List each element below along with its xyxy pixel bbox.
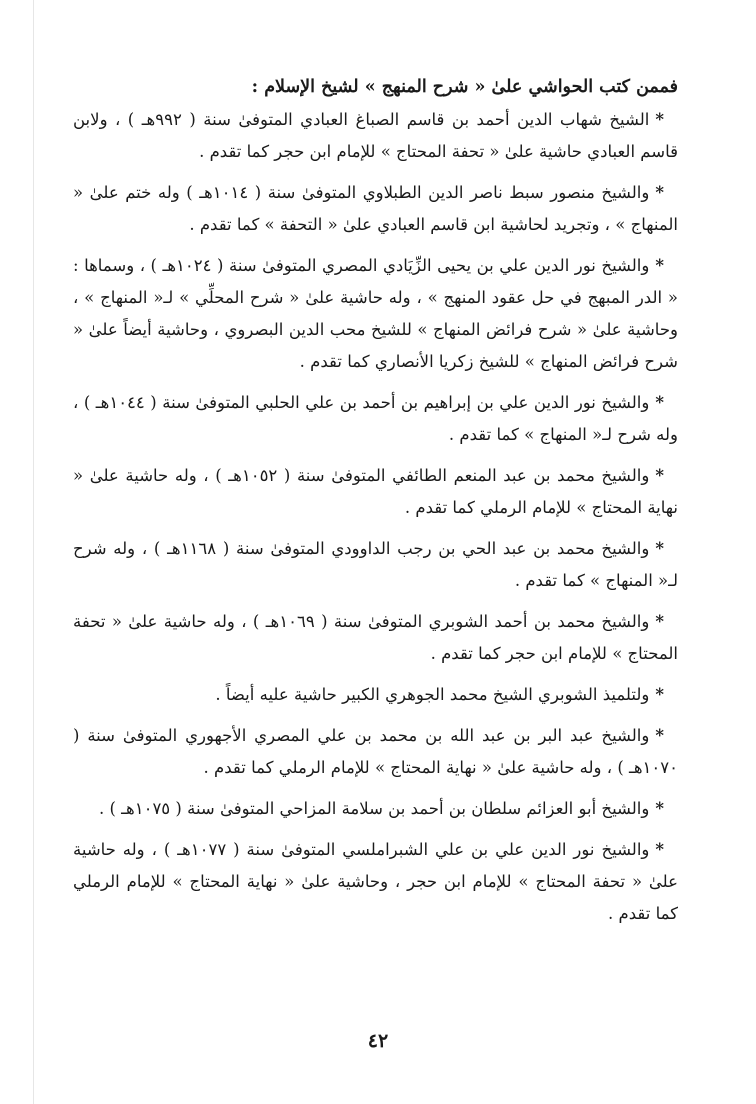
entry-8 bbox=[73, 679, 678, 711]
bullet-star: * bbox=[655, 466, 664, 485]
entry-9 bbox=[73, 720, 678, 784]
page-number: ٤٢ bbox=[367, 1030, 389, 1052]
entry-text: والشيخ منصور سبط ناصر الدين الطبلاوي المتوفىٰ سنة ( ١٠١٤هـ ) وله ختم علىٰ « المنهاج » ، وتجريد لحاشية ابن قاسم العبادي علىٰ « التحفة » كما تقدم . bbox=[73, 183, 678, 234]
entry-text: والشيخ عبد البر بن عبد الله بن محمد بن علي المصري الأجهوري المتوفىٰ سنة ( ١٠٧٠هـ ) ، وله حاشية علىٰ « نهاية المحتاج » للإمام الرملي كما تقدم . bbox=[73, 726, 678, 777]
bullet-star: * bbox=[655, 799, 664, 818]
entry-5 bbox=[73, 460, 678, 524]
bullet-star: * bbox=[655, 726, 664, 745]
entry-7 bbox=[73, 606, 678, 670]
entry-text: والشيخ محمد بن أحمد الشوبري المتوفىٰ سنة ( ١٠٦٩هـ ) ، وله حاشية علىٰ « تحفة المحتاج » للإمام ابن حجر كما تقدم . bbox=[73, 612, 678, 663]
document-body bbox=[73, 70, 678, 939]
entry-1 bbox=[73, 104, 678, 168]
bullet-star: * bbox=[655, 612, 664, 631]
bullet-star: * bbox=[655, 840, 665, 859]
entry-10 bbox=[73, 793, 678, 825]
entry-text: والشيخ أبو العزائم سلطان بن أحمد بن سلامة المزاحي المتوفىٰ سنة ( ١٠٧٥هـ ) . bbox=[99, 799, 650, 818]
entry-text: الشيخ شهاب الدين أحمد بن قاسم الصباغ العبادي المتوفىٰ سنة ( ٩٩٢هـ ) ، ولابن قاسم العبادي حاشية علىٰ « تحفة المحتاج » للإمام ابن حجر كما تقدم . bbox=[73, 110, 678, 161]
entry-text: والشيخ نور الدين علي بن إبراهيم بن أحمد بن علي الحلبي المتوفىٰ سنة ( ١٠٤٤هـ ) ، وله شرح لـ« المنهاج » كما تقدم . bbox=[73, 393, 678, 444]
entry-text: ولتلميذ الشوبري الشيخ محمد الجوهري الكبير حاشية عليه أيضاً . bbox=[215, 685, 650, 704]
bullet-star: * bbox=[655, 539, 664, 558]
bullet-star: * bbox=[655, 183, 664, 202]
page-edge-line bbox=[33, 0, 34, 1104]
bullet-star: * bbox=[655, 110, 664, 129]
bullet-star: * bbox=[655, 685, 664, 704]
entry-11 bbox=[73, 834, 678, 930]
entry-text: والشيخ نور الدين علي بن علي الشبراملسي المتوفىٰ سنة ( ١٠٧٧هـ ) ، وله حاشية علىٰ « تحفة المحتاج » للإمام ابن حجر ، وحاشية علىٰ « نهاية المحتاج » للإمام الرملي كما تقدم . bbox=[73, 840, 678, 923]
entry-2 bbox=[73, 177, 678, 241]
bullet-star: * bbox=[655, 256, 664, 275]
entry-text: والشيخ نور الدين علي بن يحيى الزِّيَادي المصري المتوفىٰ سنة ( ١٠٢٤هـ ) ، وسماها : « الدر المبهج في حل عقود المنهج » ، وله حاشية علىٰ « شرح المحلِّي » لـ« المنهاج » ، وحاشية علىٰ « شرح فرائض المنهاج » للشيخ محب الدين البصروي ، وحاشية أيضاً علىٰ « شرح فرائض المنهاج » للشيخ زكريا الأنصاري كما تقدم . bbox=[73, 256, 678, 371]
bullet-star: * bbox=[655, 393, 664, 412]
entry-6 bbox=[73, 533, 678, 597]
entry-text: والشيخ محمد بن عبد الحي بن رجب الداوودي المتوفىٰ سنة ( ١١٦٨هـ ) ، وله شرح لـ« المنهاج » كما تقدم . bbox=[73, 539, 678, 590]
entry-3 bbox=[73, 250, 678, 378]
section-heading: فممن كتب الحواشي علىٰ « شرح المنهج » لشيخ الإسلام : bbox=[251, 77, 678, 97]
entry-4 bbox=[73, 387, 678, 451]
entry-text: والشيخ محمد بن عبد المنعم الطائفي المتوفىٰ سنة ( ١٠٥٢هـ ) ، وله حاشية علىٰ « نهاية المحتاج » للإمام الرملي كما تقدم . bbox=[73, 466, 678, 517]
